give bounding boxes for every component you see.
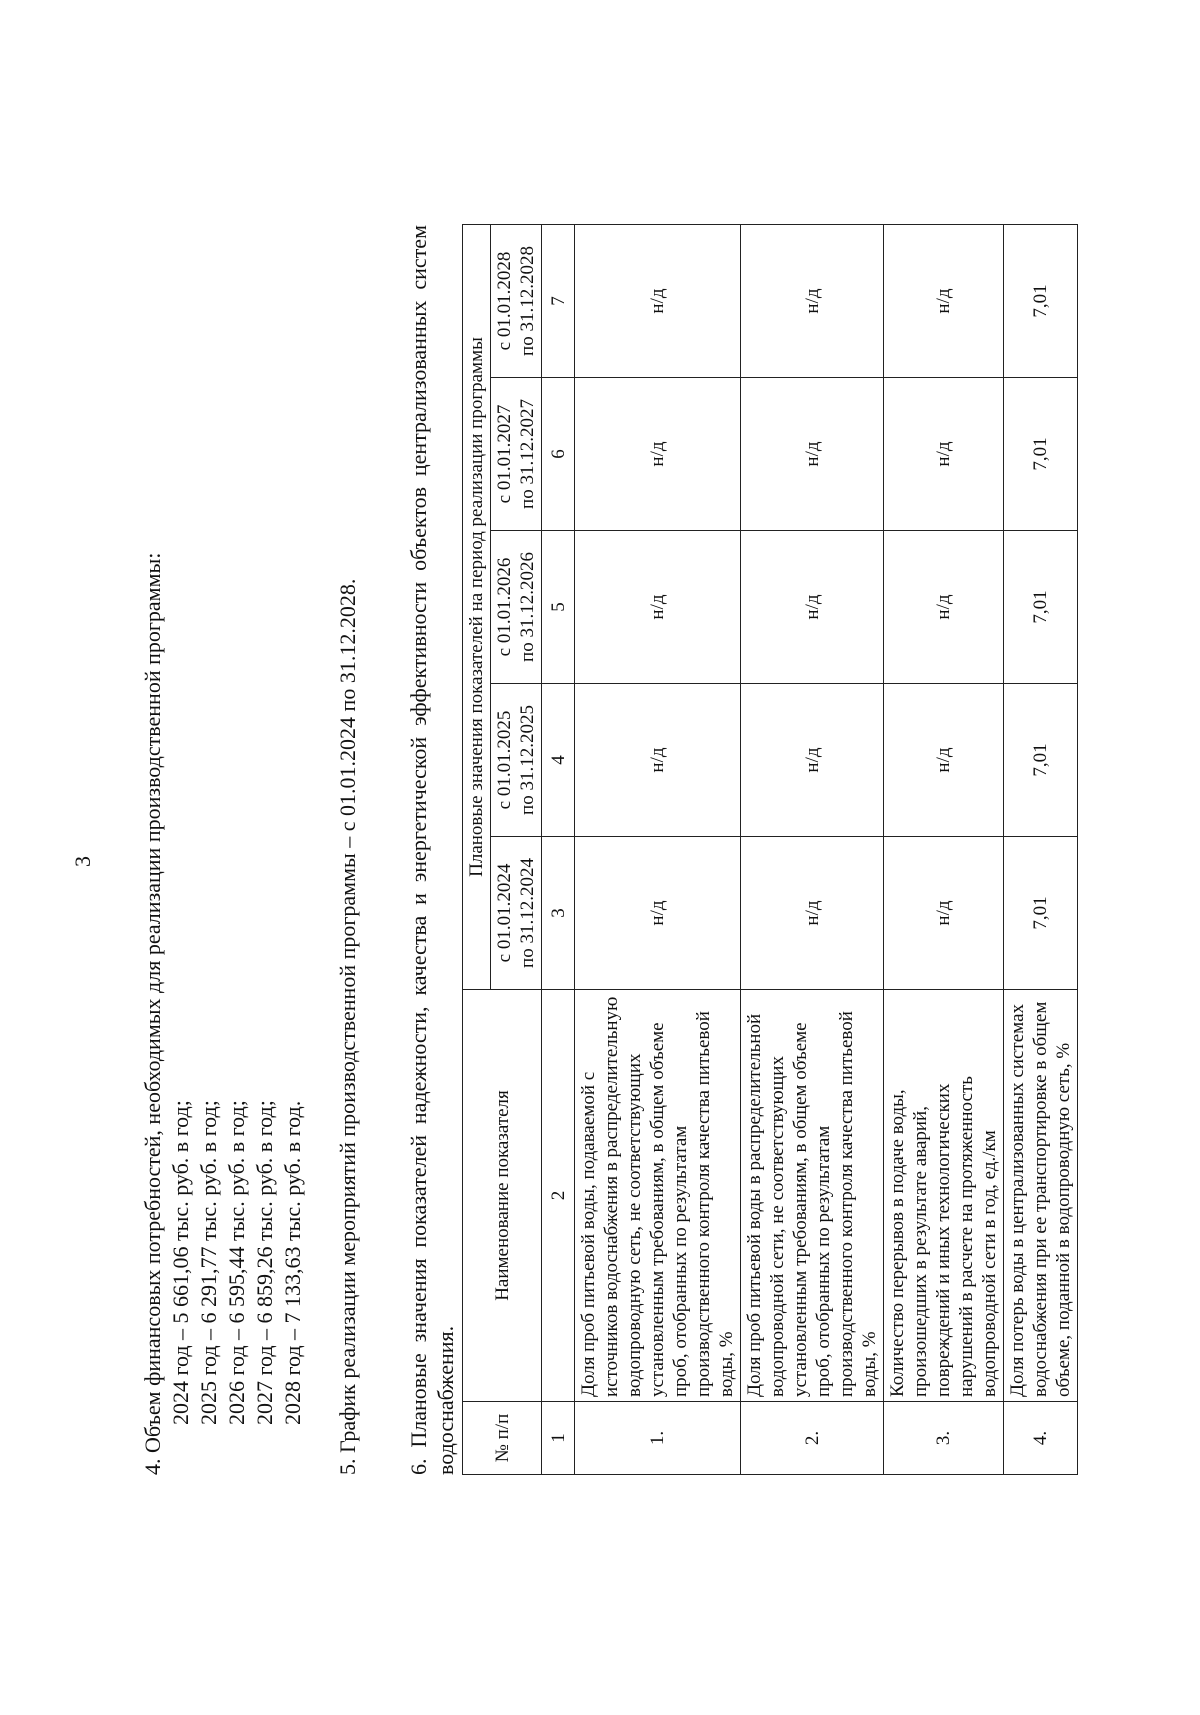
table-row <box>575 225 741 1475</box>
header-name: Наименование показателя <box>463 990 542 1402</box>
header-period <box>491 378 542 531</box>
schedule-paragraph: 5. График реализации мероприятий производственной программы – с 01.01.2024 по 31.12.2028. <box>335 578 360 1475</box>
period-to: по 31.12.2024 <box>517 858 538 968</box>
indicator-value: 7,01 <box>1004 837 1078 990</box>
indicator-name: Количество перерывов в подаче воды, произошедших в результате аварий, повреждений и иных технологических нарушений в расчете на протяженность водопроводной сети в год, ед./км <box>884 990 1004 1402</box>
indicator-value: н/д <box>741 531 884 684</box>
indicator-value: н/д <box>575 378 741 531</box>
header-period <box>491 531 542 684</box>
row-number: 3. <box>884 1402 1004 1475</box>
finance-line: 2027 год – 6 859,26 тыс. руб. в год; <box>252 1100 277 1425</box>
indicator-value: н/д <box>741 837 884 990</box>
header-period <box>491 684 542 837</box>
table-row <box>741 225 884 1475</box>
period-to: по 31.12.2027 <box>517 399 538 509</box>
column-number: 2 <box>542 990 575 1402</box>
period-from: с 01.01.2025 <box>494 710 515 810</box>
period-to: по 31.12.2025 <box>517 705 538 815</box>
finance-line: 2025 год – 6 291,77 тыс. руб. в год; <box>196 1100 221 1425</box>
column-number: 5 <box>542 531 575 684</box>
indicator-name: Доля потерь воды в централизованных системах водоснабжения при ее транспортировке в общем объеме, поданной в водопроводную сеть, % <box>1004 990 1078 1402</box>
header-num: № п/п <box>463 1402 542 1475</box>
indicator-value: н/д <box>884 837 1004 990</box>
indicator-value: н/д <box>741 378 884 531</box>
indicator-value: н/д <box>884 531 1004 684</box>
indicator-value: н/д <box>884 378 1004 531</box>
table-row <box>1004 225 1078 1475</box>
indicator-value: н/д <box>575 225 741 378</box>
indicator-value: н/д <box>884 684 1004 837</box>
indicator-value: 7,01 <box>1004 378 1078 531</box>
finance-line: 2026 год – 6 595,44 тыс. руб. в год; <box>224 1100 249 1425</box>
indicator-value: н/д <box>575 837 741 990</box>
column-number: 3 <box>542 837 575 990</box>
section6-heading-tail: водоснабжения. <box>433 1325 458 1475</box>
period-from: с 01.01.2027 <box>494 404 515 504</box>
indicator-name: Доля проб питьевой воды, подаваемой с источников водоснабжения в распределительную водопроводную сеть, не соответствующих установленным требованиям, в общем объеме проб, отобранных по результатам производственного контроля качества питьевой воды, % <box>575 990 741 1402</box>
period-to: по 31.12.2026 <box>517 552 538 662</box>
header-period-group: Плановые значения показателей на период реализации программы <box>463 225 491 990</box>
period-to: по 31.12.2028 <box>517 246 538 356</box>
header-period <box>491 837 542 990</box>
page-number: 3 <box>70 856 95 867</box>
indicator-value: 7,01 <box>1004 225 1078 378</box>
header-period <box>491 225 542 378</box>
row-number: 4. <box>1004 1402 1078 1475</box>
period-from: с 01.01.2028 <box>494 251 515 351</box>
indicator-value: 7,01 <box>1004 684 1078 837</box>
finance-heading: 4. Объем финансовых потребностей, необходимых для реализации производственной программы: <box>140 552 165 1475</box>
indicator-value: н/д <box>741 684 884 837</box>
indicator-value: н/д <box>575 531 741 684</box>
finance-line: 2028 год – 7 133,63 тыс. руб. в год. <box>280 1100 305 1425</box>
row-number: 1. <box>575 1402 741 1475</box>
section6-heading: 6. Плановые значения показателей надежности, качества и энергетической эффективности объектов централизованных систем <box>406 225 431 1475</box>
indicators-table <box>462 224 1078 1475</box>
column-number: 1 <box>542 1402 575 1475</box>
column-number: 4 <box>542 684 575 837</box>
indicator-value: н/д <box>741 225 884 378</box>
period-from: с 01.01.2024 <box>494 863 515 963</box>
indicator-value: н/д <box>575 684 741 837</box>
row-number: 2. <box>741 1402 884 1475</box>
period-from: с 01.01.2026 <box>494 557 515 657</box>
table-row <box>884 225 1004 1475</box>
indicator-value: 7,01 <box>1004 531 1078 684</box>
column-number-row <box>542 225 575 1475</box>
indicator-value: н/д <box>884 225 1004 378</box>
column-number: 6 <box>542 378 575 531</box>
column-number: 7 <box>542 225 575 378</box>
finance-line: 2024 год – 5 661,06 тыс. руб. в год; <box>168 1100 193 1425</box>
indicator-name: Доля проб питьевой воды в распределительной водопроводной сети, не соответствующих установленным требованиям, в общем объеме проб, отобранных по результатам производственного контроля качества питьевой воды, % <box>741 990 884 1402</box>
